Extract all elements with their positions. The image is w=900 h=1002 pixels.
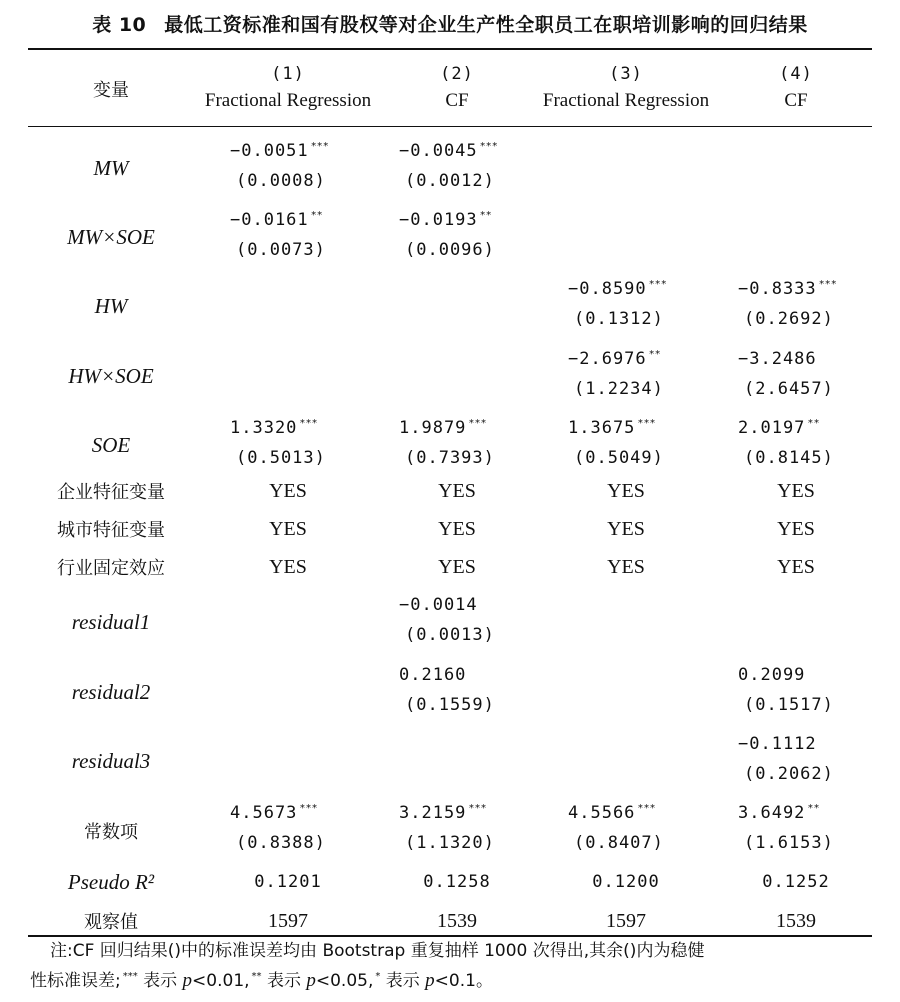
- row-label: residual1: [71, 610, 151, 634]
- single-value: 0.1252: [762, 872, 830, 892]
- row-label: Pseudo R²: [67, 870, 155, 894]
- row-label: SOE: [91, 433, 131, 457]
- single-value: YES: [269, 518, 307, 540]
- header-rule: [28, 126, 872, 127]
- significance-stars: ***: [468, 803, 487, 814]
- single-value: YES: [607, 518, 645, 540]
- header-col-method: Fractional Regression: [542, 90, 710, 111]
- top-rule: [28, 48, 872, 50]
- significance-stars: **: [807, 418, 820, 429]
- standard-error: (0.0073): [236, 240, 326, 260]
- row-label: 城市特征变量: [57, 520, 165, 541]
- single-value: YES: [269, 556, 307, 578]
- significance-stars: ***: [818, 279, 837, 290]
- header-col-method: Fractional Regression: [204, 90, 372, 111]
- note-text: 表示: [380, 971, 426, 991]
- row-label: residual3: [71, 749, 151, 773]
- significance-stars: ***: [299, 803, 318, 814]
- table-number: 表 10: [92, 14, 147, 36]
- row-label: 常数项: [84, 822, 138, 843]
- note-line-1: 注:CF 回归结果()中的标准误差均由 Bootstrap 重复抽样 1000 次得出,其余()内为稳健: [50, 941, 705, 961]
- standard-error: (0.0096): [405, 240, 495, 260]
- row-label: 行业固定效应: [57, 558, 165, 579]
- coef-value: 3.2159: [399, 803, 467, 823]
- coef-value: −0.0045: [399, 141, 478, 161]
- single-value: 0.1200: [592, 872, 660, 892]
- header-col-method: CF: [445, 90, 469, 111]
- coefficient: [230, 803, 370, 823]
- single-value: YES: [438, 518, 476, 540]
- coefficient: [399, 210, 539, 230]
- single-value: YES: [438, 480, 476, 502]
- single-value: YES: [269, 480, 307, 502]
- coef-value: −3.2486: [738, 349, 817, 369]
- header-col-num: (4): [779, 64, 813, 84]
- single-value: YES: [777, 556, 815, 578]
- coef-value: −0.0161: [230, 210, 309, 230]
- note-value: <0.1。: [434, 971, 493, 991]
- coef-value: 0.2099: [738, 665, 806, 685]
- coefficient: [399, 665, 539, 685]
- standard-error: (0.8407): [574, 833, 664, 853]
- coef-value: −0.1112: [738, 734, 817, 754]
- note-p: p: [182, 970, 193, 991]
- row-label: residual2: [71, 680, 151, 704]
- standard-error: (0.8388): [236, 833, 326, 853]
- single-value: 1597: [606, 910, 646, 932]
- single-value: YES: [607, 480, 645, 502]
- coef-value: −0.8333: [738, 279, 817, 299]
- standard-error: (1.2234): [574, 379, 664, 399]
- single-value: YES: [777, 518, 815, 540]
- significance-stars: ***: [468, 418, 487, 429]
- single-value: YES: [607, 556, 645, 578]
- standard-error: (1.1320): [405, 833, 495, 853]
- significance-stars: **: [648, 349, 661, 360]
- coefficient: [738, 803, 878, 823]
- header-variable: 变量: [93, 80, 129, 101]
- note-stars: ***: [122, 971, 138, 982]
- standard-error: (0.0012): [405, 171, 495, 191]
- coef-value: −0.0014: [399, 595, 478, 615]
- standard-error: (0.0008): [236, 171, 326, 191]
- coef-value: 1.3675: [568, 418, 636, 438]
- single-value: 1597: [268, 910, 308, 932]
- note-line-2: [30, 964, 875, 994]
- coef-value: 0.2160: [399, 665, 467, 685]
- significance-stars: ***: [299, 418, 318, 429]
- coef-value: 3.6492: [738, 803, 806, 823]
- significance-stars: ***: [637, 803, 656, 814]
- row-label: 观察值: [84, 912, 138, 933]
- standard-error: (0.0013): [405, 625, 495, 645]
- note-text: 表示: [137, 971, 183, 991]
- note-text: 表示: [261, 971, 307, 991]
- coef-value: 1.3320: [230, 418, 298, 438]
- coef-value: 4.5566: [568, 803, 636, 823]
- standard-error: (1.6153): [744, 833, 834, 853]
- standard-error: (0.1559): [405, 695, 495, 715]
- standard-error: (0.1517): [744, 695, 834, 715]
- coef-value: 1.9879: [399, 418, 467, 438]
- header-col-method: CF: [784, 90, 808, 111]
- standard-error: (0.2692): [744, 309, 834, 329]
- coefficient: [230, 210, 370, 230]
- coef-value: 2.0197: [738, 418, 806, 438]
- single-value: YES: [777, 480, 815, 502]
- coefficient: [738, 279, 878, 299]
- standard-error: (0.7393): [405, 448, 495, 468]
- note-value: <0.05,: [315, 971, 374, 991]
- note-value: <0.01,: [192, 971, 250, 991]
- significance-stars: ***: [637, 418, 656, 429]
- standard-error: (0.1312): [574, 309, 664, 329]
- single-value: YES: [438, 556, 476, 578]
- coefficient: [568, 803, 708, 823]
- significance-stars: ***: [310, 141, 329, 152]
- note-stars: *: [375, 971, 381, 982]
- row-label: HW: [94, 294, 128, 318]
- coefficient: [399, 141, 539, 161]
- table-note: [30, 938, 875, 994]
- table-title: [0, 10, 900, 37]
- coefficient: [399, 418, 539, 438]
- header-col-num: (1): [271, 64, 305, 84]
- coef-value: −0.0193: [399, 210, 478, 230]
- row-label: MW: [93, 156, 129, 180]
- single-value: 1539: [776, 910, 816, 932]
- coef-value: −0.0051: [230, 141, 309, 161]
- header-col-num: (3): [609, 64, 643, 84]
- coefficient: [568, 349, 708, 369]
- header-col-num: (2): [440, 64, 474, 84]
- significance-stars: **: [479, 210, 492, 221]
- coefficient: [230, 418, 370, 438]
- row-label: HW×SOE: [68, 364, 154, 388]
- coefficient: [738, 418, 878, 438]
- single-value: 0.1258: [423, 872, 491, 892]
- row-label: MW×SOE: [67, 225, 155, 249]
- coef-value: −0.8590: [568, 279, 647, 299]
- row-label: 企业特征变量: [57, 482, 165, 503]
- coefficient: [230, 141, 370, 161]
- coefficient: [738, 734, 878, 754]
- note-text: 性标准误差;: [30, 971, 121, 991]
- coef-value: 4.5673: [230, 803, 298, 823]
- table-caption: 最低工资标准和国有股权等对企业生产性全职员工在职培训影响的回归结果: [164, 14, 808, 36]
- bottom-rule: [28, 935, 872, 937]
- coefficient: [568, 418, 708, 438]
- standard-error: (0.5013): [236, 448, 326, 468]
- standard-error: (0.2062): [744, 764, 834, 784]
- significance-stars: ***: [479, 141, 498, 152]
- coefficient: [399, 595, 539, 615]
- single-value: 1539: [437, 910, 477, 932]
- coefficient: [738, 349, 878, 369]
- significance-stars: ***: [648, 279, 667, 290]
- note-p: p: [306, 970, 316, 991]
- note-stars: **: [251, 971, 262, 982]
- significance-stars: **: [807, 803, 820, 814]
- standard-error: (2.6457): [744, 379, 834, 399]
- single-value: 0.1201: [254, 872, 322, 892]
- standard-error: (0.5049): [574, 448, 664, 468]
- coef-value: −2.6976: [568, 349, 647, 369]
- coefficient: [399, 803, 539, 823]
- significance-stars: **: [310, 210, 323, 221]
- coefficient: [568, 279, 708, 299]
- coefficient: [738, 665, 878, 685]
- note-p: p: [425, 970, 435, 991]
- standard-error: (0.8145): [744, 448, 834, 468]
